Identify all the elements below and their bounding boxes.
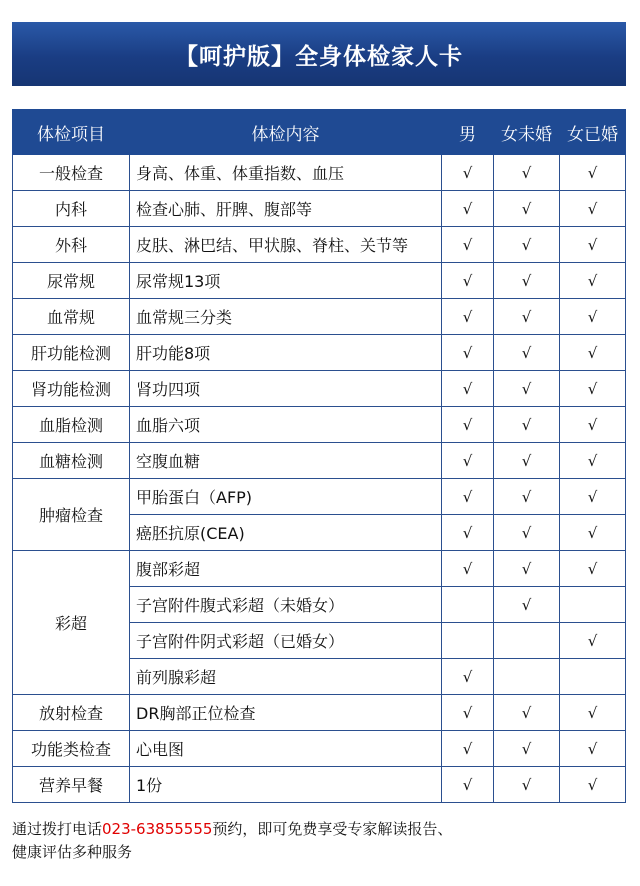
content-cell: 子宫附件阴式彩超（已婚女） (130, 623, 442, 659)
item-cell: 肾功能检测 (13, 371, 130, 407)
table-row (13, 371, 626, 407)
table-row (13, 767, 626, 803)
footer-prefix: 通过拨打电话 (12, 820, 103, 838)
check-female-married-cell (560, 587, 626, 623)
check-female-unmarried-cell: √ (494, 515, 560, 551)
content-cell: 肾功四项 (130, 371, 442, 407)
content-cell: 子宫附件腹式彩超（未婚女） (130, 587, 442, 623)
check-male-cell (442, 587, 494, 623)
table-row (13, 155, 626, 191)
page-title: 【呵护版】全身体检家人卡 (175, 43, 463, 70)
content-cell: 前列腺彩超 (130, 659, 442, 695)
check-female-married-cell: √ (560, 623, 626, 659)
table-row (13, 443, 626, 479)
item-cell: 功能类检查 (13, 731, 130, 767)
footer-line2: 健康评估多种服务 (12, 843, 133, 861)
content-cell: 血常规三分类 (130, 299, 442, 335)
check-male-cell (442, 623, 494, 659)
check-female-married-cell: √ (560, 263, 626, 299)
table-header-row (13, 110, 626, 155)
content-cell: 癌胚抗原(CEA) (130, 515, 442, 551)
check-female-unmarried-cell: √ (494, 767, 560, 803)
check-female-married-cell (560, 659, 626, 695)
table-row (13, 335, 626, 371)
content-cell: 心电图 (130, 731, 442, 767)
check-male-cell: √ (442, 731, 494, 767)
table-body (13, 155, 626, 803)
check-male-cell: √ (442, 299, 494, 335)
check-male-cell: √ (442, 371, 494, 407)
content-cell: 检查心肺、肝脾、腹部等 (130, 191, 442, 227)
check-male-cell: √ (442, 407, 494, 443)
header-content: 体检内容 (130, 110, 442, 155)
check-female-married-cell: √ (560, 299, 626, 335)
item-cell: 尿常规 (13, 263, 130, 299)
content-cell: 血脂六项 (130, 407, 442, 443)
item-cell: 血糖检测 (13, 443, 130, 479)
check-male-cell: √ (442, 551, 494, 587)
check-female-married-cell: √ (560, 227, 626, 263)
check-female-unmarried-cell: √ (494, 335, 560, 371)
check-female-married-cell: √ (560, 443, 626, 479)
footer-suffix: 预约，即可免费享受专家解读报告、 (212, 820, 453, 838)
content-cell: 皮肤、淋巴结、甲状腺、脊柱、关节等 (130, 227, 442, 263)
check-male-cell: √ (442, 479, 494, 515)
check-female-unmarried-cell: √ (494, 479, 560, 515)
check-female-unmarried-cell (494, 659, 560, 695)
table-row (13, 191, 626, 227)
content-cell: DR胸部正位检查 (130, 695, 442, 731)
header-item: 体检项目 (13, 110, 130, 155)
check-male-cell: √ (442, 155, 494, 191)
check-male-cell: √ (442, 263, 494, 299)
header-female-unmarried: 女未婚 (494, 110, 560, 155)
check-male-cell: √ (442, 443, 494, 479)
check-female-unmarried-cell: √ (494, 371, 560, 407)
item-cell: 内科 (13, 191, 130, 227)
table-row (13, 227, 626, 263)
check-male-cell: √ (442, 335, 494, 371)
checkup-table (12, 109, 626, 803)
content-cell: 身高、体重、体重指数、血压 (130, 155, 442, 191)
table-row (13, 479, 626, 515)
check-female-unmarried-cell: √ (494, 407, 560, 443)
table-row (13, 263, 626, 299)
content-cell: 尿常规13项 (130, 263, 442, 299)
footer-note (12, 818, 626, 864)
content-cell: 腹部彩超 (130, 551, 442, 587)
table-row (13, 695, 626, 731)
check-female-unmarried-cell: √ (494, 263, 560, 299)
check-female-married-cell: √ (560, 407, 626, 443)
content-cell: 肝功能8项 (130, 335, 442, 371)
check-male-cell: √ (442, 767, 494, 803)
check-female-married-cell: √ (560, 731, 626, 767)
check-female-married-cell: √ (560, 551, 626, 587)
item-cell: 一般检查 (13, 155, 130, 191)
check-female-married-cell: √ (560, 191, 626, 227)
content-cell: 空腹血糖 (130, 443, 442, 479)
table-row (13, 407, 626, 443)
check-female-unmarried-cell: √ (494, 695, 560, 731)
table-row (13, 731, 626, 767)
phone-number: 023-63855555 (102, 820, 213, 838)
item-cell: 血常规 (13, 299, 130, 335)
check-female-married-cell: √ (560, 335, 626, 371)
check-male-cell: √ (442, 659, 494, 695)
item-cell: 肿瘤检查 (13, 479, 130, 551)
check-female-unmarried-cell: √ (494, 227, 560, 263)
check-female-unmarried-cell: √ (494, 443, 560, 479)
check-female-unmarried-cell: √ (494, 731, 560, 767)
check-female-married-cell: √ (560, 515, 626, 551)
check-female-unmarried-cell: √ (494, 155, 560, 191)
content-cell: 甲胎蛋白（AFP) (130, 479, 442, 515)
check-female-unmarried-cell: √ (494, 587, 560, 623)
check-female-married-cell: √ (560, 479, 626, 515)
check-female-married-cell: √ (560, 695, 626, 731)
check-female-unmarried-cell: √ (494, 299, 560, 335)
check-female-married-cell: √ (560, 767, 626, 803)
content-cell: 1份 (130, 767, 442, 803)
table-row (13, 551, 626, 587)
check-female-married-cell: √ (560, 371, 626, 407)
check-male-cell: √ (442, 191, 494, 227)
check-male-cell: √ (442, 515, 494, 551)
check-female-married-cell: √ (560, 155, 626, 191)
check-female-unmarried-cell (494, 623, 560, 659)
header-female-married: 女已婚 (560, 110, 626, 155)
header-male: 男 (442, 110, 494, 155)
item-cell: 彩超 (13, 551, 130, 695)
item-cell: 外科 (13, 227, 130, 263)
check-male-cell: √ (442, 227, 494, 263)
check-female-unmarried-cell: √ (494, 551, 560, 587)
table-row (13, 299, 626, 335)
item-cell: 营养早餐 (13, 767, 130, 803)
item-cell: 放射检查 (13, 695, 130, 731)
check-female-unmarried-cell: √ (494, 191, 560, 227)
item-cell: 血脂检测 (13, 407, 130, 443)
check-male-cell: √ (442, 695, 494, 731)
item-cell: 肝功能检测 (13, 335, 130, 371)
title-banner (12, 22, 626, 86)
